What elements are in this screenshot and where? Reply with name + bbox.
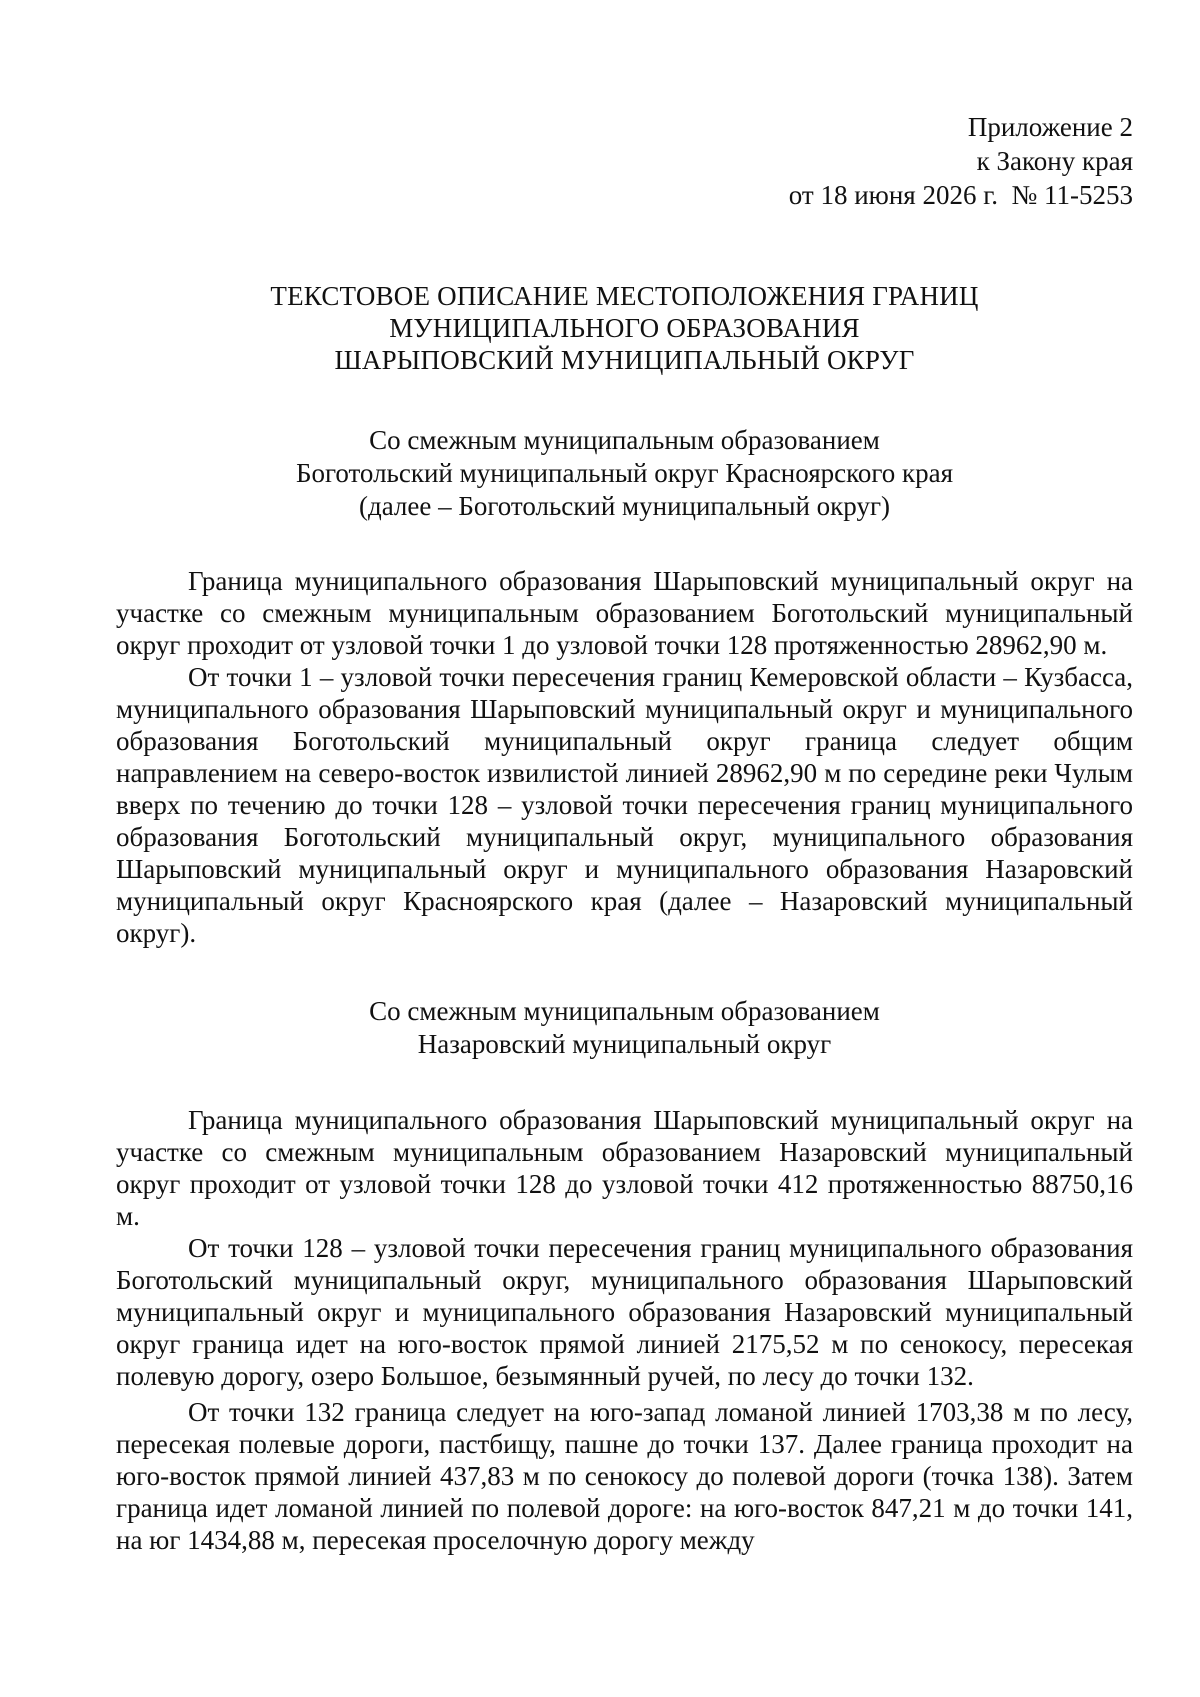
annex-law-ref: к Закону края — [976, 146, 1133, 176]
paragraph: От точки 1 – узловой точки пересечения границ Кемеровской области – Кузбасса, муниципального образования Шарыповский муниципальный округ и муниципального образования Боготольский муниципальный округ граница следует общим направлением на северо-восток извилистой линией 28962,90 м по середине реки Чулым вверх по течению до точки 128 – узловой точки пересечения границ муниципального образования Боготольский муниципальный округ, муниципального образования Шарыповский муниципальный округ и муниципального образования Назаровский муниципальный округ Красноярского края (далее – Назаровский муниципальный округ). — [116, 662, 1133, 948]
section-heading-bogotol — [116, 424, 1133, 523]
annex-number: Приложение 2 — [967, 112, 1133, 142]
document-title — [116, 280, 1133, 376]
section-heading-line: Со смежным муниципальным образованием — [369, 996, 880, 1026]
annex-header — [116, 110, 1133, 212]
section-heading-line: (далее – Боготольский муниципальный округ) — [358, 491, 891, 521]
title-line-3: ШАРЫПОВСКИЙ МУНИЦИПАЛЬНЫЙ ОКРУГ — [334, 345, 915, 375]
section-body-nazarovo — [116, 1104, 1133, 1556]
paragraph: Граница муниципального образования Шарыповский муниципальный округ на участке со смежным муниципальным образованием Боготольский муниципальный округ проходит от узловой точки 1 до узловой точки 128 протяженностью 28962,90 м. — [116, 566, 1133, 660]
annex-date-number: от 18 июня 2026 г. № 11-5253 — [788, 180, 1133, 210]
paragraph: Граница муниципального образования Шарыповский муниципальный округ на участке со смежным муниципальным образованием Назаровский муниципальный округ проходит от узловой точки 128 до узловой точки 412 протяженностью 88750,16 м. — [116, 1105, 1133, 1231]
paragraph: От точки 132 граница следует на юго-запад ломаной линией 1703,38 м по лесу, пересекая полевые дороги, пастбищу, пашне до точки 137. Далее граница проходит на юго-восток прямой линией 437,83 м по сенокосу до полевой дороги (точка 138). Затем граница идет ломаной линией по полевой дороге: на юго-восток 847,21 м до точки 141, на юг 1434,88 м, пересекая проселочную дорогу между — [116, 1397, 1133, 1555]
section-heading-line: Назаровский муниципальный округ — [417, 1029, 832, 1059]
section-heading-line: Боготольский муниципальный округ Красноярского края — [295, 458, 954, 488]
title-line-1: ТЕКСТОВОЕ ОПИСАНИЕ МЕСТОПОЛОЖЕНИЯ ГРАНИЦ — [270, 281, 979, 311]
section-body-bogotol — [116, 565, 1133, 949]
section-heading-nazarovo — [116, 995, 1133, 1061]
paragraph: От точки 128 – узловой точки пересечения границ муниципального образования Боготольский муниципальный округ, муниципального образования Шарыповский муниципальный округ и муниципального образования Назаровский муниципальный округ граница идет на юго-восток прямой линией 2175,52 м по сенокосу, пересекая полевую дорогу, озеро Большое, безымянный ручей, по лесу до точки 132. — [116, 1233, 1133, 1391]
title-line-2: МУНИЦИПАЛЬНОГО ОБРАЗОВАНИЯ — [389, 313, 860, 343]
document-page — [116, 110, 1133, 1556]
section-heading-line: Со смежным муниципальным образованием — [369, 425, 880, 455]
